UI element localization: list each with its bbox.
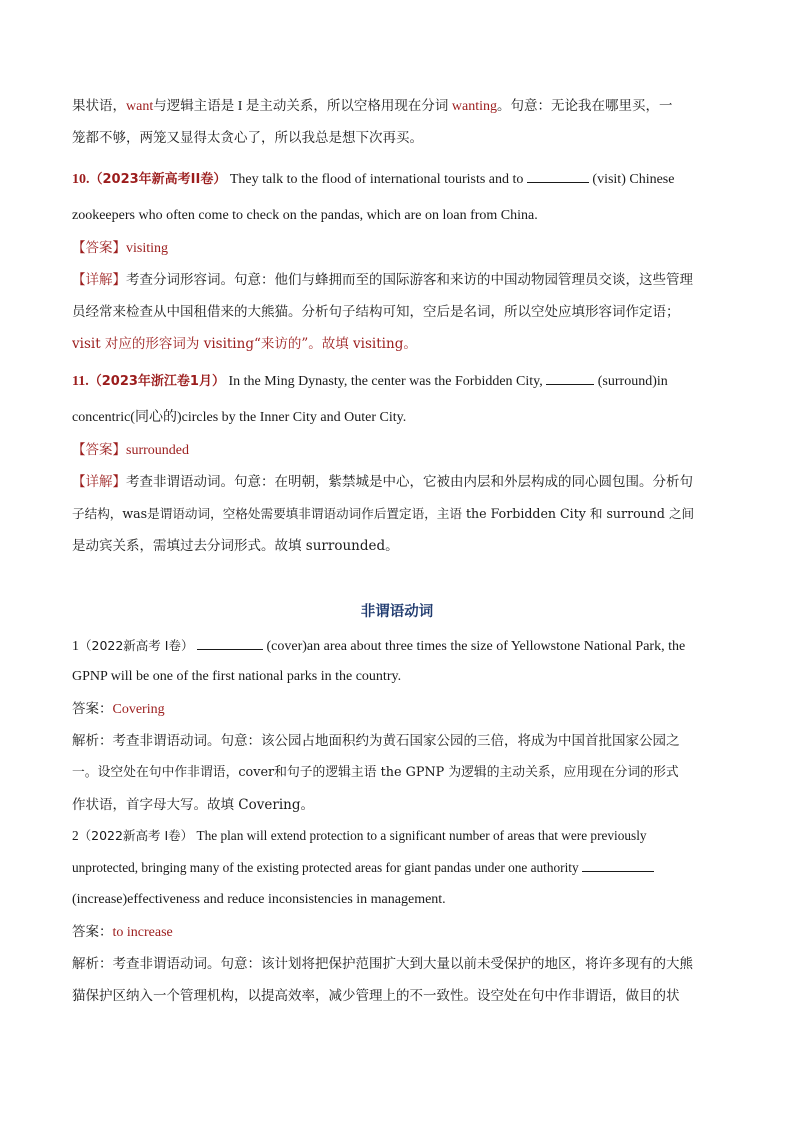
s1-line-2: GPNP will be one of the first national parks in the country. (72, 669, 402, 684)
q11-answer: 【答案】surrounded (72, 442, 189, 458)
s1-analysis-line-1: 解析：考查非谓语动词。句意：该公园占地面积约为黄石国家公园的三倍，将成为中国首批国家公园之 (72, 733, 680, 749)
q10-detail-line-3: visit 对应的形容词为 visiting“来访的”。故填 visiting。 (72, 336, 417, 352)
s2-analysis-line-1: 解析：考查非谓语动词。句意：该计划将把保护范围扩大到大量以前未受保护的地区，将许多现有的大熊 (72, 956, 693, 972)
q10-line-1: 10.（2023年新高考II卷） They talk to the flood of international tourists and to (visit) Chinese (72, 172, 675, 187)
s1-blank[interactable] (197, 637, 263, 650)
s2-blank[interactable] (582, 859, 654, 872)
section-title: 非谓语动词 (360, 603, 434, 620)
q11-detail-line-3: 是动宾关系，需填过去分词形式。故填 surrounded。 (72, 538, 399, 554)
s2-line-3: (increase)effectiveness and reduce inconsistencies in management. (72, 892, 446, 907)
intro-line-1: 果状语，want与逻辑主语是 I 是主动关系，所以空格用现在分词 wanting。句意：无论我在哪里买，一 (72, 98, 673, 114)
s2-analysis-line-2: 猫保护区纳入一个管理机构，以提高效率，减少管理上的不一致性。设空处在句中作非谓语，做目的状 (72, 988, 680, 1004)
q10-detail-line-1: 【详解】考查分词形容词。句意：他们与蜂拥而至的国际游客和来访的中国动物园管理员交谈，这些管理 (72, 272, 693, 288)
s1-analysis-line-3: 作状语，首字母大写。故填 Covering。 (72, 797, 314, 813)
q10-blank[interactable] (527, 170, 589, 183)
q11-detail-line-2: 子结构，was是谓语动词，空格处需要填非谓语动词作后置定语，主语 the Forbidden City 和 surround 之间 (72, 506, 695, 521)
q10-line-2: zookeepers who often come to check on the pandas, which are on loan from China. (72, 208, 538, 223)
q11-line-1: 11.（2023年浙江卷1月） In the Ming Dynasty, the center was the Forbidden City, (surround)in (72, 374, 668, 389)
s2-answer: 答案：to increase (72, 924, 173, 940)
q10-answer: 【答案】visiting (72, 240, 169, 256)
q11-line-2: concentric(同心的)circles by the Inner City and Outer City. (72, 410, 407, 425)
intro-line-2: 笼都不够，两笼又显得太贪心了，所以我总是想下次再买。 (72, 130, 423, 146)
s1-line-1: 1（2022新高考 I卷） (cover)an area about three times the size of Yellowstone National Park, the (72, 638, 686, 654)
s2-line-1: 2（2022新高考 I卷） The plan will extend protection to a significant number of areas that were previously (72, 828, 647, 843)
s1-analysis-line-2: 一。设空处在句中作非谓语，cover和句子的逻辑主语 the GPNP 为逻辑的主动关系，应用现在分词的形式 (72, 765, 679, 780)
q10-detail-line-2: 员经常来检查从中国租借来的大熊猫。分析句子结构可知，空后是名词，所以空处应填形容词作定语； (72, 304, 680, 320)
s1-answer: 答案：Covering (72, 701, 165, 717)
s2-line-2: unprotected, bringing many of the existing protected areas for giant pandas under one authority (72, 858, 722, 878)
q11-detail-line-1: 【详解】考查非谓语动词。句意：在明朝，紫禁城是中心，它被由内层和外层构成的同心圆包围。分析句 (72, 474, 693, 490)
q11-blank[interactable] (546, 372, 594, 385)
